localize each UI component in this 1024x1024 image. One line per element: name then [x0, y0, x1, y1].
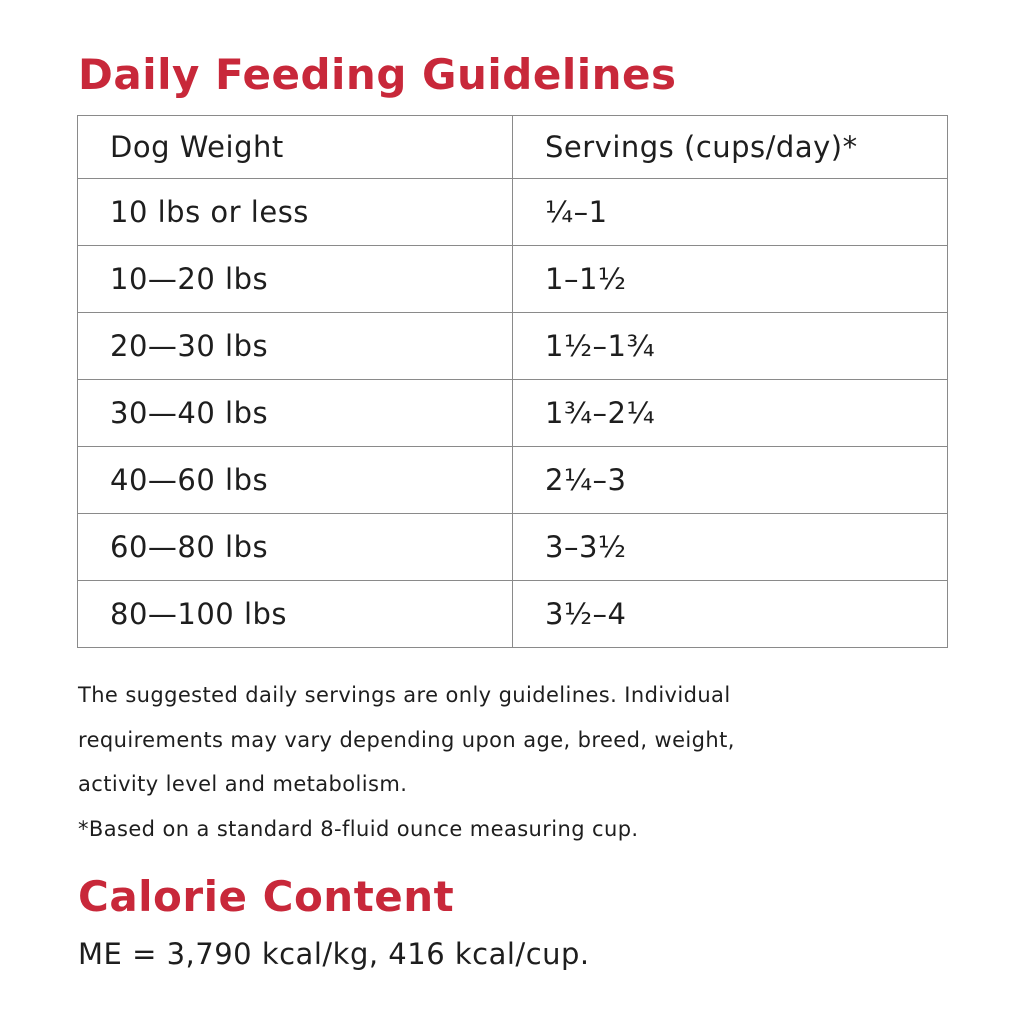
dog-weight-cell: 40—60 lbs	[78, 447, 513, 514]
table-row	[78, 447, 948, 514]
servings-cell: 2¼–3	[513, 447, 948, 514]
table-row	[78, 514, 948, 581]
calorie-content-title: Calorie Content	[78, 872, 455, 921]
servings-cell: 3–3½	[513, 514, 948, 581]
table-row	[78, 581, 948, 648]
dog-weight-cell: 20—30 lbs	[78, 313, 513, 380]
servings-cell: ¼–1	[513, 179, 948, 246]
feeding-notes	[78, 673, 958, 851]
table-header-row	[78, 116, 948, 179]
servings-cell: 1–1½	[513, 246, 948, 313]
table-row	[78, 246, 948, 313]
calorie-content-text: ME = 3,790 kcal/kg, 416 kcal/cup.	[78, 937, 590, 971]
note-line: The suggested daily servings are only guidelines. Individual	[78, 683, 731, 707]
dog-weight-cell: 60—80 lbs	[78, 514, 513, 581]
note-line: requirements may vary depending upon age, breed, weight,	[78, 727, 735, 752]
dog-weight-cell: 10—20 lbs	[78, 246, 513, 313]
servings-cell: 3½–4	[513, 581, 948, 648]
note-line: activity level and metabolism.	[78, 772, 408, 796]
dog-weight-cell: 10 lbs or less	[78, 179, 513, 246]
table-row	[78, 313, 948, 380]
dog-weight-cell: 80—100 lbs	[78, 581, 513, 648]
column-header-dog-weight: Dog Weight	[78, 116, 513, 179]
servings-cell: 1½–1¾	[513, 313, 948, 380]
footnote-measuring-cup: *Based on a standard 8-fluid ounce measuring cup.	[78, 816, 639, 841]
table-row	[78, 380, 948, 447]
table-row	[78, 179, 948, 246]
column-header-servings: Servings (cups/day)*	[513, 116, 948, 179]
feeding-guidelines-title: Daily Feeding Guidelines	[78, 50, 677, 99]
servings-cell: 1¾–2¼	[513, 380, 948, 447]
dog-weight-cell: 30—40 lbs	[78, 380, 513, 447]
feeding-table	[77, 115, 948, 648]
